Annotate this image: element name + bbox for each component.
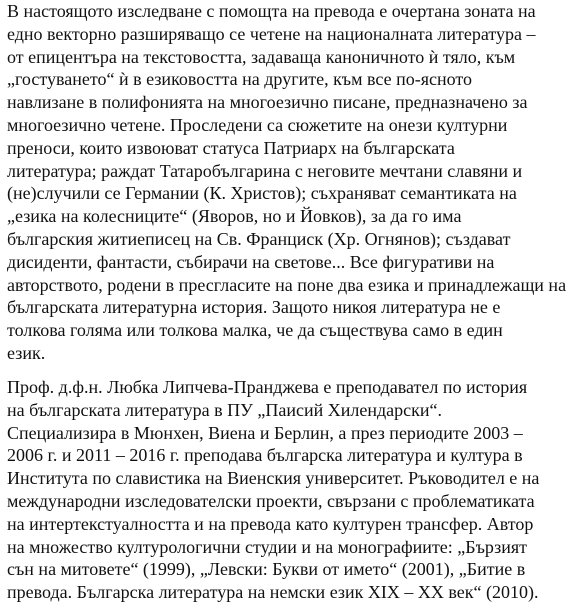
- text-line: Специализира в Мюнхен, Виена и Берлин, а през периодите 2003 –: [7, 422, 523, 443]
- text-line: преноси, които извоюват статуса Патриарх на българската: [7, 137, 455, 158]
- text-line: сън на митовете“ (1999), „Левски: Букви от името“ (2001), „Битие в: [7, 559, 526, 580]
- text-line: многоезично четене. Проследени са сюжетите на онези културни: [7, 114, 508, 135]
- text-line: „гостуването“ ѝ в езиковостта на другите, към все по-ясното: [7, 69, 473, 90]
- text-line: на българската литература в ПУ „Паисий Хилендарски“.: [7, 399, 443, 420]
- text-line: на множество културологични студии и на монографиите: „Бързият: [7, 536, 528, 557]
- text-line: едно векторно разширяващо се четене на националната литература –: [7, 23, 536, 44]
- text-line: международни изследователски проекти, свързани с проблематиката: [7, 490, 535, 511]
- text-line: българския житиеписец на Св. Франциск (Хр. Огнянов); създават: [7, 228, 511, 249]
- text-line: „езика на колесниците“ (Яворов, но и Йовков), за да го има: [7, 206, 462, 227]
- text-line: от епицентъра на текстовостта, задаваща каноничното ѝ тяло, към: [7, 46, 516, 67]
- text-line: на интертекстуалността и на превода като културен трансфер. Автор: [7, 513, 534, 534]
- text-line: език.: [7, 342, 46, 363]
- text-line: дисиденти, фантасти, събирачи на световe... Все фигуративи на: [7, 251, 495, 272]
- text-line: българската литературна история. Защото никоя литература не е: [7, 297, 501, 318]
- text-line: литература; раждат Татаробългарина с неговите мечтани славяни и: [7, 160, 523, 181]
- text-line: 2006 г. и 2011 – 2016 г. преподава българска литература и култура в: [7, 445, 523, 466]
- text-line: В настоящото изследване с помощта на превода е очертана зоната на: [7, 1, 536, 21]
- text-line: навлизане в полифонията на многоезично писане, предназначено за: [7, 92, 528, 113]
- abstract-paragraph: [7, 0, 566, 365]
- text-line: (не)случили се Германии (К. Христов); съхраняват семантиката на: [7, 183, 517, 204]
- text-line: Института по славистика на Виенския университет. Ръководител е на: [7, 468, 540, 489]
- text-line: авторството, родени в пресгласите на поне два езика и принадлежащи на: [7, 274, 567, 295]
- text-line: толкова голяма или толкова малка, че да съществува само в един: [7, 320, 503, 341]
- text-line: превода. Българска литература на немски език XIX – XX век“ (2010).: [7, 582, 539, 603]
- author-bio-paragraph: [7, 376, 539, 604]
- text-line: Проф. д.ф.н. Любка Липчева-Пранджева е преподавател по история: [7, 377, 528, 397]
